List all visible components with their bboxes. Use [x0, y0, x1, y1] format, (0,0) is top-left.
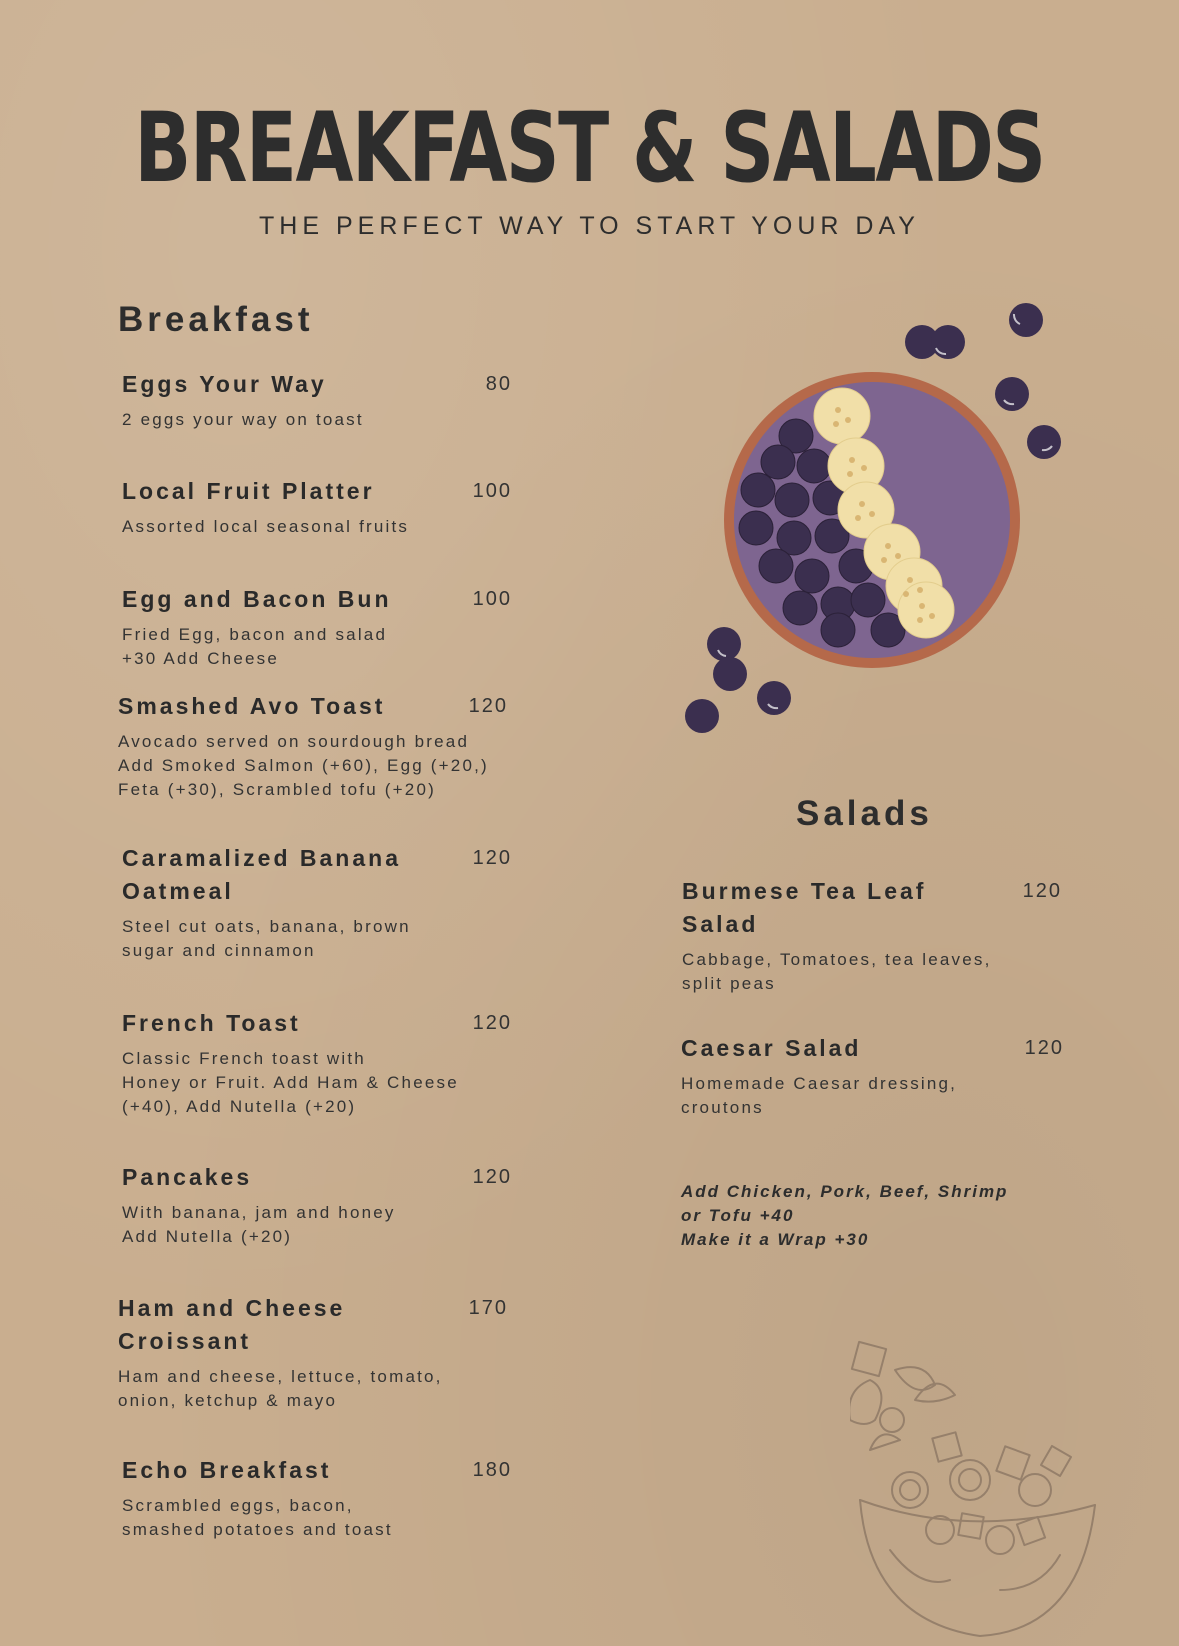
item-price: 100 [472, 588, 512, 610]
description-line: Add Nutella (+20) [122, 1227, 293, 1246]
item-price: 120 [1024, 1037, 1064, 1059]
item-price: 170 [468, 1297, 508, 1319]
item-description [118, 730, 508, 802]
description-line: sugar and cinnamon [122, 941, 316, 960]
description-line: Honey or Fruit. Add Ham & Cheese [122, 1073, 459, 1092]
menu-item-french-toast [122, 1007, 512, 1119]
description-line: onion, ketchup & mayo [118, 1391, 338, 1410]
item-description [122, 515, 512, 539]
item-price: 120 [1022, 880, 1062, 902]
note-line: Add Chicken, Pork, Beef, Shrimp [681, 1182, 1009, 1201]
item-name: French Toast [122, 1010, 301, 1036]
description-line: +30 Add Cheese [122, 649, 279, 668]
item-name: Egg and Bacon Bun [122, 586, 392, 612]
sketch-leaf-icon [870, 1434, 900, 1450]
description-line: split peas [682, 974, 776, 993]
menu-item-caramalized-banana-oatmeal [122, 842, 512, 963]
item-description [122, 1494, 512, 1542]
item-name: Pancakes [122, 1164, 253, 1190]
description-line: Scrambled eggs, bacon, [122, 1496, 354, 1515]
salad-bowl-sketch [850, 1340, 1100, 1640]
item-price: 120 [472, 1166, 512, 1188]
description-line: croutons [681, 1098, 764, 1117]
item-price: 80 [485, 373, 512, 395]
menu-item-local-fruit-platter [122, 475, 512, 539]
description-line: smashed potatoes and toast [122, 1520, 393, 1539]
menu-title: BREAKFAST & SALADS [134, 92, 1045, 204]
item-description [122, 408, 512, 432]
menu-item-pancakes [122, 1161, 512, 1249]
item-description [682, 948, 1062, 996]
acai-bowl-illustration [670, 290, 1090, 750]
description-line: Assorted local seasonal fruits [122, 517, 410, 536]
menu-item-burmese-tea-leaf-salad [682, 875, 1062, 996]
description-line: Classic French toast with [122, 1049, 366, 1068]
breakfast-heading: Breakfast [118, 300, 314, 339]
menu-item-eggs-your-way [122, 368, 512, 432]
description-line: Fried Egg, bacon and salad [122, 625, 388, 644]
menu-item-ham-and-cheese-croissant [118, 1292, 508, 1413]
description-line: Feta (+30), Scrambled tofu (+20) [118, 780, 436, 799]
description-line: 2 eggs your way on toast [122, 410, 364, 429]
item-name: Local Fruit Platter [122, 478, 375, 504]
sketch-tomato-icon [892, 1472, 928, 1508]
item-name: Caramalized Banana Oatmeal [122, 845, 401, 904]
salad-addons-note [681, 1180, 1008, 1252]
item-description [118, 1365, 508, 1413]
item-name: Smashed Avo Toast [118, 693, 386, 719]
note-line: Make it a Wrap +30 [681, 1230, 870, 1249]
item-price: 120 [468, 695, 508, 717]
item-name: Eggs Your Way [122, 371, 327, 397]
item-name: Burmese Tea Leaf Salad [682, 878, 927, 937]
item-description [122, 915, 512, 963]
menu-item-echo-breakfast [122, 1454, 512, 1542]
description-line: (+40), Add Nutella (+20) [122, 1097, 357, 1116]
menu-item-smashed-avo-toast [118, 690, 508, 802]
item-description [122, 1047, 512, 1119]
description-line: Steel cut oats, banana, brown [122, 917, 411, 936]
item-price: 120 [472, 1012, 512, 1034]
item-name: Echo Breakfast [122, 1457, 332, 1483]
menu-item-caesar-salad [681, 1032, 1064, 1120]
description-line: Homemade Caesar dressing, [681, 1074, 958, 1093]
item-price: 100 [472, 480, 512, 502]
description-line: Cabbage, Tomatoes, tea leaves, [682, 950, 992, 969]
description-line: Avocado served on sourdough bread [118, 732, 470, 751]
item-description [122, 623, 512, 671]
description-line: With banana, jam and honey [122, 1203, 396, 1222]
item-name: Caesar Salad [681, 1035, 862, 1061]
salads-heading: Salads [796, 794, 933, 833]
sketch-crouton-icon [996, 1446, 1029, 1479]
note-line: or Tofu +40 [681, 1206, 795, 1225]
item-price: 180 [472, 1459, 512, 1481]
menu-item-egg-and-bacon-bun [122, 583, 512, 671]
menu-subtitle: THE PERFECT WAY TO START YOUR DAY [259, 212, 920, 240]
description-line: Ham and cheese, lettuce, tomato, [118, 1367, 443, 1386]
description-line: Add Smoked Salmon (+60), Egg (+20,) [118, 756, 489, 775]
item-name: Ham and Cheese Croissant [118, 1295, 346, 1354]
item-price: 120 [472, 847, 512, 869]
item-description [681, 1072, 1064, 1120]
item-description [122, 1201, 512, 1249]
